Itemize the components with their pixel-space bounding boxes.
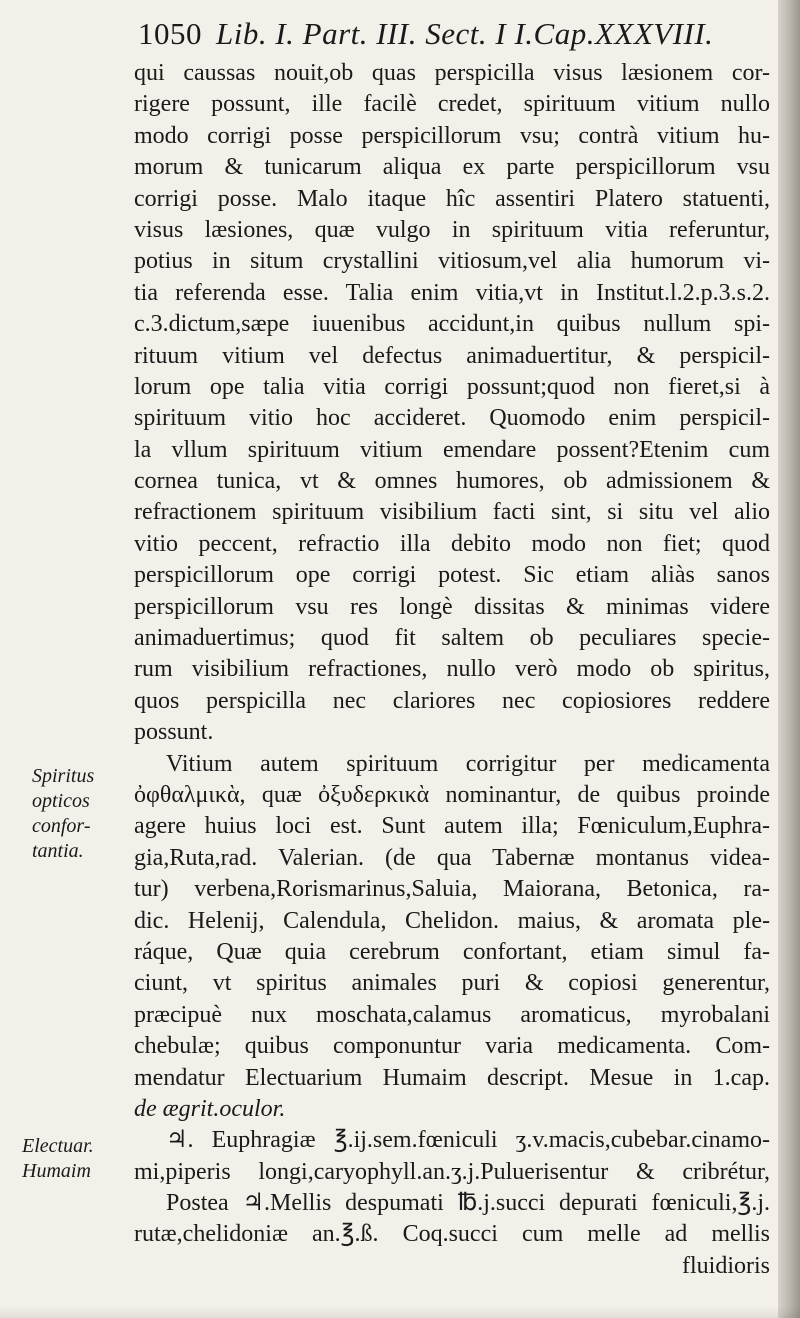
running-title: Lib. I. Part. III. Sect. I I.Cap.XXXVIII. <box>216 16 714 51</box>
text-line: corrigi posse. Malo itaque hîc assentiri Platero statuenti, <box>134 185 770 212</box>
text-line: potius in situm crystallini vitiosum,vel alia humorum vi- <box>134 248 770 275</box>
text-line: morum & tunicarum aliqua ex parte perspicillorum vsu <box>134 154 770 181</box>
catchword: fluidioris <box>682 1252 770 1279</box>
text-line: præcipuè nux moschata,calamus aromaticus, myrobalani <box>134 1001 770 1028</box>
margin-note-line: opticos <box>32 790 90 812</box>
text-line: mi,piperis longi,caryophyll.an.ʒ.j.Puluerisentur & cribrétur, <box>134 1158 770 1185</box>
text-line: rutæ,chelidoniæ an.℥.ß. Coq.succi cum melle ad mellis <box>134 1221 770 1248</box>
text-line: rigere possunt, ille facilè credet, spirituum vitium nullo <box>134 91 770 118</box>
text-line: modo corrigi posse perspicillorum vsu; contrà vitium hu- <box>134 122 770 149</box>
text-line: dic. Helenij, Calendula, Chelidon. maius, & aromata ple- <box>134 907 770 934</box>
text-line: rituum vitium vel defectus animaduertitur, & perspicil- <box>134 342 770 369</box>
text-line: gia,Ruta,rad. Valerian. (de qua Tabernæ montanus videa- <box>134 844 770 871</box>
text-line: quos perspicilla nec clariores nec copiosiores reddere <box>134 687 770 714</box>
text-line: ♃. Euphragiæ ℥.ij.sem.fœniculi ʒ.v.macis,cubebar.cinamo- <box>166 1127 770 1154</box>
page-edge-shadow <box>778 0 800 1318</box>
text-line: perspicillorum vsu res longè dissitas & minimas videre <box>134 593 770 620</box>
text-line: rum visibilium refractiones, nullo verò modo ob spiritus, <box>134 656 770 683</box>
margin-note-line: Humaim <box>22 1160 91 1182</box>
text-line: tia referenda esse. Talia enim vitia,vt in Institut.l.2.p.3.s.2. <box>134 279 770 306</box>
text-line: c.3.dictum,sæpe iuuenibus accidunt,in quibus nullum spi- <box>134 311 770 338</box>
text-line: spirituum vitio hoc accideret. Quomodo enim perspicil- <box>134 405 770 432</box>
page-number: 1050 <box>138 16 202 51</box>
text-line: chebulæ; quibus componuntur varia medicamenta. Com- <box>134 1033 770 1060</box>
text-line: la vllum spirituum vitium emendare possent?Etenim cum <box>134 436 770 463</box>
text-line: tur) verbena,Rorismarinus,Saluia, Maiorana, Betonica, ra- <box>134 876 770 903</box>
margin-note-line: confor- <box>32 815 91 837</box>
page-bottom-shadow <box>0 1306 800 1318</box>
text-line: possunt. <box>134 719 214 746</box>
text-line: Vitium autem spirituum corrigitur per medicamenta <box>166 750 770 777</box>
text-line: refractionem spirituum visibilium facti sint, si situ vel alio <box>134 499 770 526</box>
text-line: ráque, Quæ quia cerebrum confortant, etiam simul fa- <box>134 938 770 965</box>
margin-note-electuar <box>22 1134 122 1184</box>
running-header <box>138 16 778 52</box>
text-line: visus læsiones, quæ vulgo in spirituum vitia referuntur, <box>134 216 770 243</box>
margin-note-line: Electuar. <box>22 1135 94 1157</box>
text-line: cornea tunica, vt & omnes humores, ob admissionem & <box>134 468 770 495</box>
text-line: de ægrit.oculor. <box>134 1095 286 1122</box>
text-line: agere huius loci est. Sunt autem illa; Fœniculum,Euphra- <box>134 813 770 840</box>
text-line: ciunt, vt spiritus animales puri & copiosi generentur, <box>134 970 770 997</box>
text-line: lorum ope talia vitia corrigi possunt;quod non fieret,si à <box>134 373 770 400</box>
text-line: Postea ♃.Mellis despumati ℔.j.succi depurati fœniculi,℥.j. <box>166 1190 770 1217</box>
margin-note-line: tantia. <box>32 840 84 862</box>
text-line: perspicillorum ope corrigi potest. Sic etiam aliàs sanos <box>134 562 770 589</box>
text-line: qui caussas nouit,ob quas perspicilla visus læsionem cor- <box>134 60 770 86</box>
margin-note-line: Spiritus <box>32 765 95 787</box>
text-line: animaduertimus; quod fit saltem ob peculiares specie- <box>134 625 770 652</box>
text-line: vitio peccent, refractio illa debito modo non fiet; quod <box>134 530 770 557</box>
text-line: mendatur Electuarium Humaim descript. Mesue in 1.cap. <box>134 1064 770 1091</box>
margin-note-spiritus <box>32 764 132 864</box>
text-line: ὀφθαλμικὰ, quæ ὀξυδερκικὰ nominantur, de quibus proinde <box>134 781 770 808</box>
main-text <box>134 58 770 1282</box>
